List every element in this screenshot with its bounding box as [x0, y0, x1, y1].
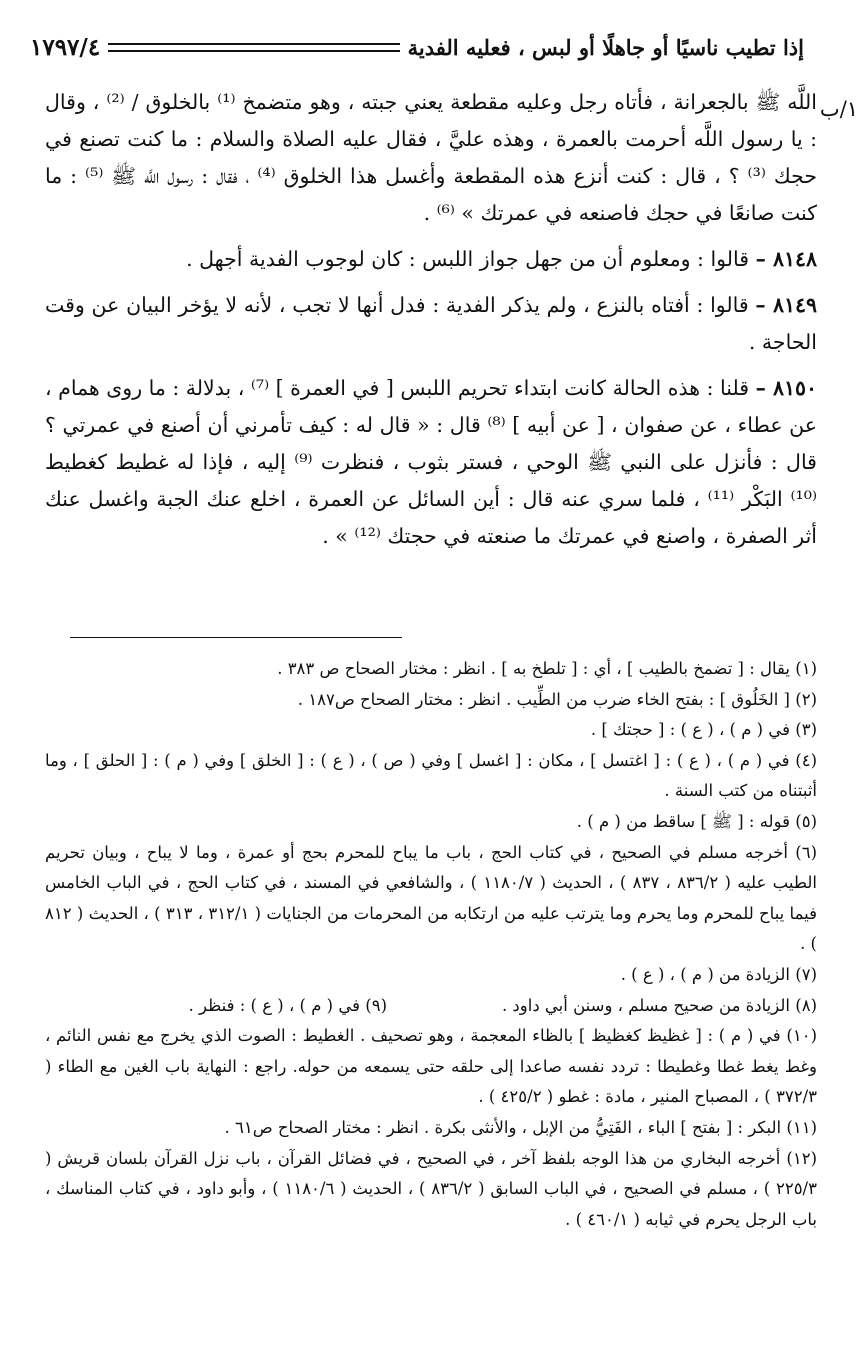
paragraph-text: قالوا : ومعلوم أن من جهل جواز اللبس : كان لوجوب الفدية أجهل .	[186, 247, 750, 271]
paragraph-1	[45, 84, 817, 232]
paragraph-text: قالوا : أفتاه بالنزع ، ولم يذكر الفدية : فدل أنها لا تجب ، لأنه لا يؤخر البيان عن وقت الحاجة .	[45, 293, 817, 354]
footnote-6: (٦) أخرجه مسلم في الصحيح ، في كتاب الحج ، باب ما يباح للمحرم بحج أو عمرة ، وما لا يباح ، وبيان تحريم الطيب عليه ( ٨٣٦/٢ ، ٨٣٧ ) ، الحديث ( ١١٨٠/٧ ) ، والشافعي في المسند ، في كتاب الحج ، في الباب الخامس فيما يباح للمحرم وما يحرم وما يترتب عليه من ارتكابه من المحرمات من الجنايات ( ٣١٢/١ ، ٣١٣ ) ، الحديث ( ٨١٢ ) .	[45, 842, 817, 954]
footnote-7: (٧) الزيادة من ( م ) ، ( ع ) .	[620, 964, 817, 984]
footnote-11: (١١) البكر : [ بفتح ] الباء ، الفَتِيُّ من الإبل ، والأنثى بكرة . انظر : مختار الصحاح ص٦١ .	[224, 1117, 817, 1137]
paragraph-number: ٨١٤٨ –	[755, 247, 817, 271]
footnote-10: (١٠) في ( م ) : [ غظيظ كغظيظ ] بالظاء المعجمة ، وهو تصحيف . الغطيط : الصوت الذي يخرج مع نفس النائم ، وغط يغط غطا وغطيطا : تردد نفسه صاعدا إلى حلقه حتى يسمعه من حوله. راجع : النهاية باب الغين مع الطاء ( ٣٧٢/٣ ) ، المصباح المنير ، مادة : غطو ( ٤٢٥/٢ ) .	[45, 1026, 817, 1107]
footnote-1: (١) يقال : [ تضمخ بالطيب ] ، أي : [ تلطخ به ] . انظر : مختار الصحاح ص ٣٨٣ .	[277, 659, 817, 678]
paragraph-8149	[45, 287, 817, 361]
footnotes	[45, 654, 817, 1235]
paragraph-number: ٨١٥٠ –	[755, 376, 817, 400]
header-title: إذا تطيب ناسيًا أو جاهلًا أو لبس ، فعليه الفدية	[407, 34, 804, 60]
paragraph-text: قلنا : هذه الحالة كانت ابتداء تحريم اللبس [ في العمرة ] ⁽⁷⁾ ، بدلالة : ما روى همام ، عن عطاء ، عن صفوان ، [ عن أبيه ] ⁽⁸⁾ قال : « قال له : كيف تأمرني أن أصنع في عمرتي ؟ قال : فأنزل على النبي ﷺ الوحي ، فستر بثوب ، فنظرت ⁽⁹⁾ إليه ، فإذا له غطيط كغطيط ⁽¹⁰⁾ البَكْر ⁽¹¹⁾ ، فلما سري عنه قال : أين السائل عن العمرة ، اخلع عنك الجبة واغسل عنك أثر الصفرة ، واصنع في عمرتك ما صنعته في حجتك ⁽¹²⁾ » .	[45, 376, 817, 548]
running-header	[30, 30, 804, 64]
main-text	[45, 84, 817, 564]
paragraph-8150	[45, 370, 817, 555]
header-rule	[108, 43, 399, 52]
footnote-3: (٣) في ( م ) ، ( ع ) : [ حجتك ] .	[590, 720, 817, 740]
paragraph-1-text: اللَّه ﷺ بالجعرانة ، فأتاه رجل وعليه مقطعة يعني جبته ، وهو متضمخ ⁽¹⁾ بالخلوق / ⁽²⁾ ، وقال : يا رسول اللَّه أحرمت بالعمرة ، وهذه عليَّ ، فقال عليه الصلاة والسلام : ما كنت تصنع في حجك ⁽³⁾ ؟ ، قال : كنت أنزع هذه المقطعة وأغسل هذا الخلوق ⁽⁴⁾ ، فقال : رسول اللَّه ﷺ ⁽⁵⁾ : ما كنت صانعًا في حجك فاصنعه في عمرتك » ⁽⁶⁾ .	[45, 90, 818, 225]
footnote-5: (٥) قوله : [ ﷺ ] ساقط من ( م ) .	[576, 811, 817, 831]
paragraph-8148	[45, 241, 817, 278]
footnote-8: (٨) الزيادة من صحيح مسلم ، وسنن أبي داود .	[501, 995, 817, 1015]
header-page-ref: ١٧٩٧/٤	[30, 33, 101, 61]
footnote-4: (٤) في ( م ) ، ( ع ) : [ اغتسل ] ، مكان : [ اغسل ] وفي ( ص ) ، ( ع ) : [ الخلق ] وفي ( م ) : [ الحلق ] ، وما أثبتناه من كتب السنة .	[45, 750, 817, 801]
paragraph-number: ٨١٤٩ –	[755, 293, 817, 317]
footnote-9: (٩) في ( م ) ، ( ع ) : فنظر .	[188, 995, 387, 1015]
margin-folio-marker: ١/ب	[819, 97, 859, 121]
footnote-separator	[70, 637, 402, 638]
footnote-pair	[45, 991, 817, 1022]
footnote-2: (٢) [ الخَلُوق ] : بفتح الخاء ضرب من الطِّيب . انظر : مختار الصحاح ص١٨٧ .	[297, 689, 817, 709]
footnote-12: (١٢) أخرجه البخاري من هذا الوجه بلفظ آخر ، في الصحيح ، في فضائل القرآن ، باب نزل القرآن بلسان قريش ( ٢٢٥/٣ ) ، مسلم في الصحيح ، في الباب السابق ( ٨٣٦/٢ ) ، الحديث ( ١١٨٠/٦ ) ، وأبو داود ، في كتاب المناسك ، باب الرجل يحرم في ثيابه ( ٤٦٠/١ ) .	[45, 1148, 817, 1229]
